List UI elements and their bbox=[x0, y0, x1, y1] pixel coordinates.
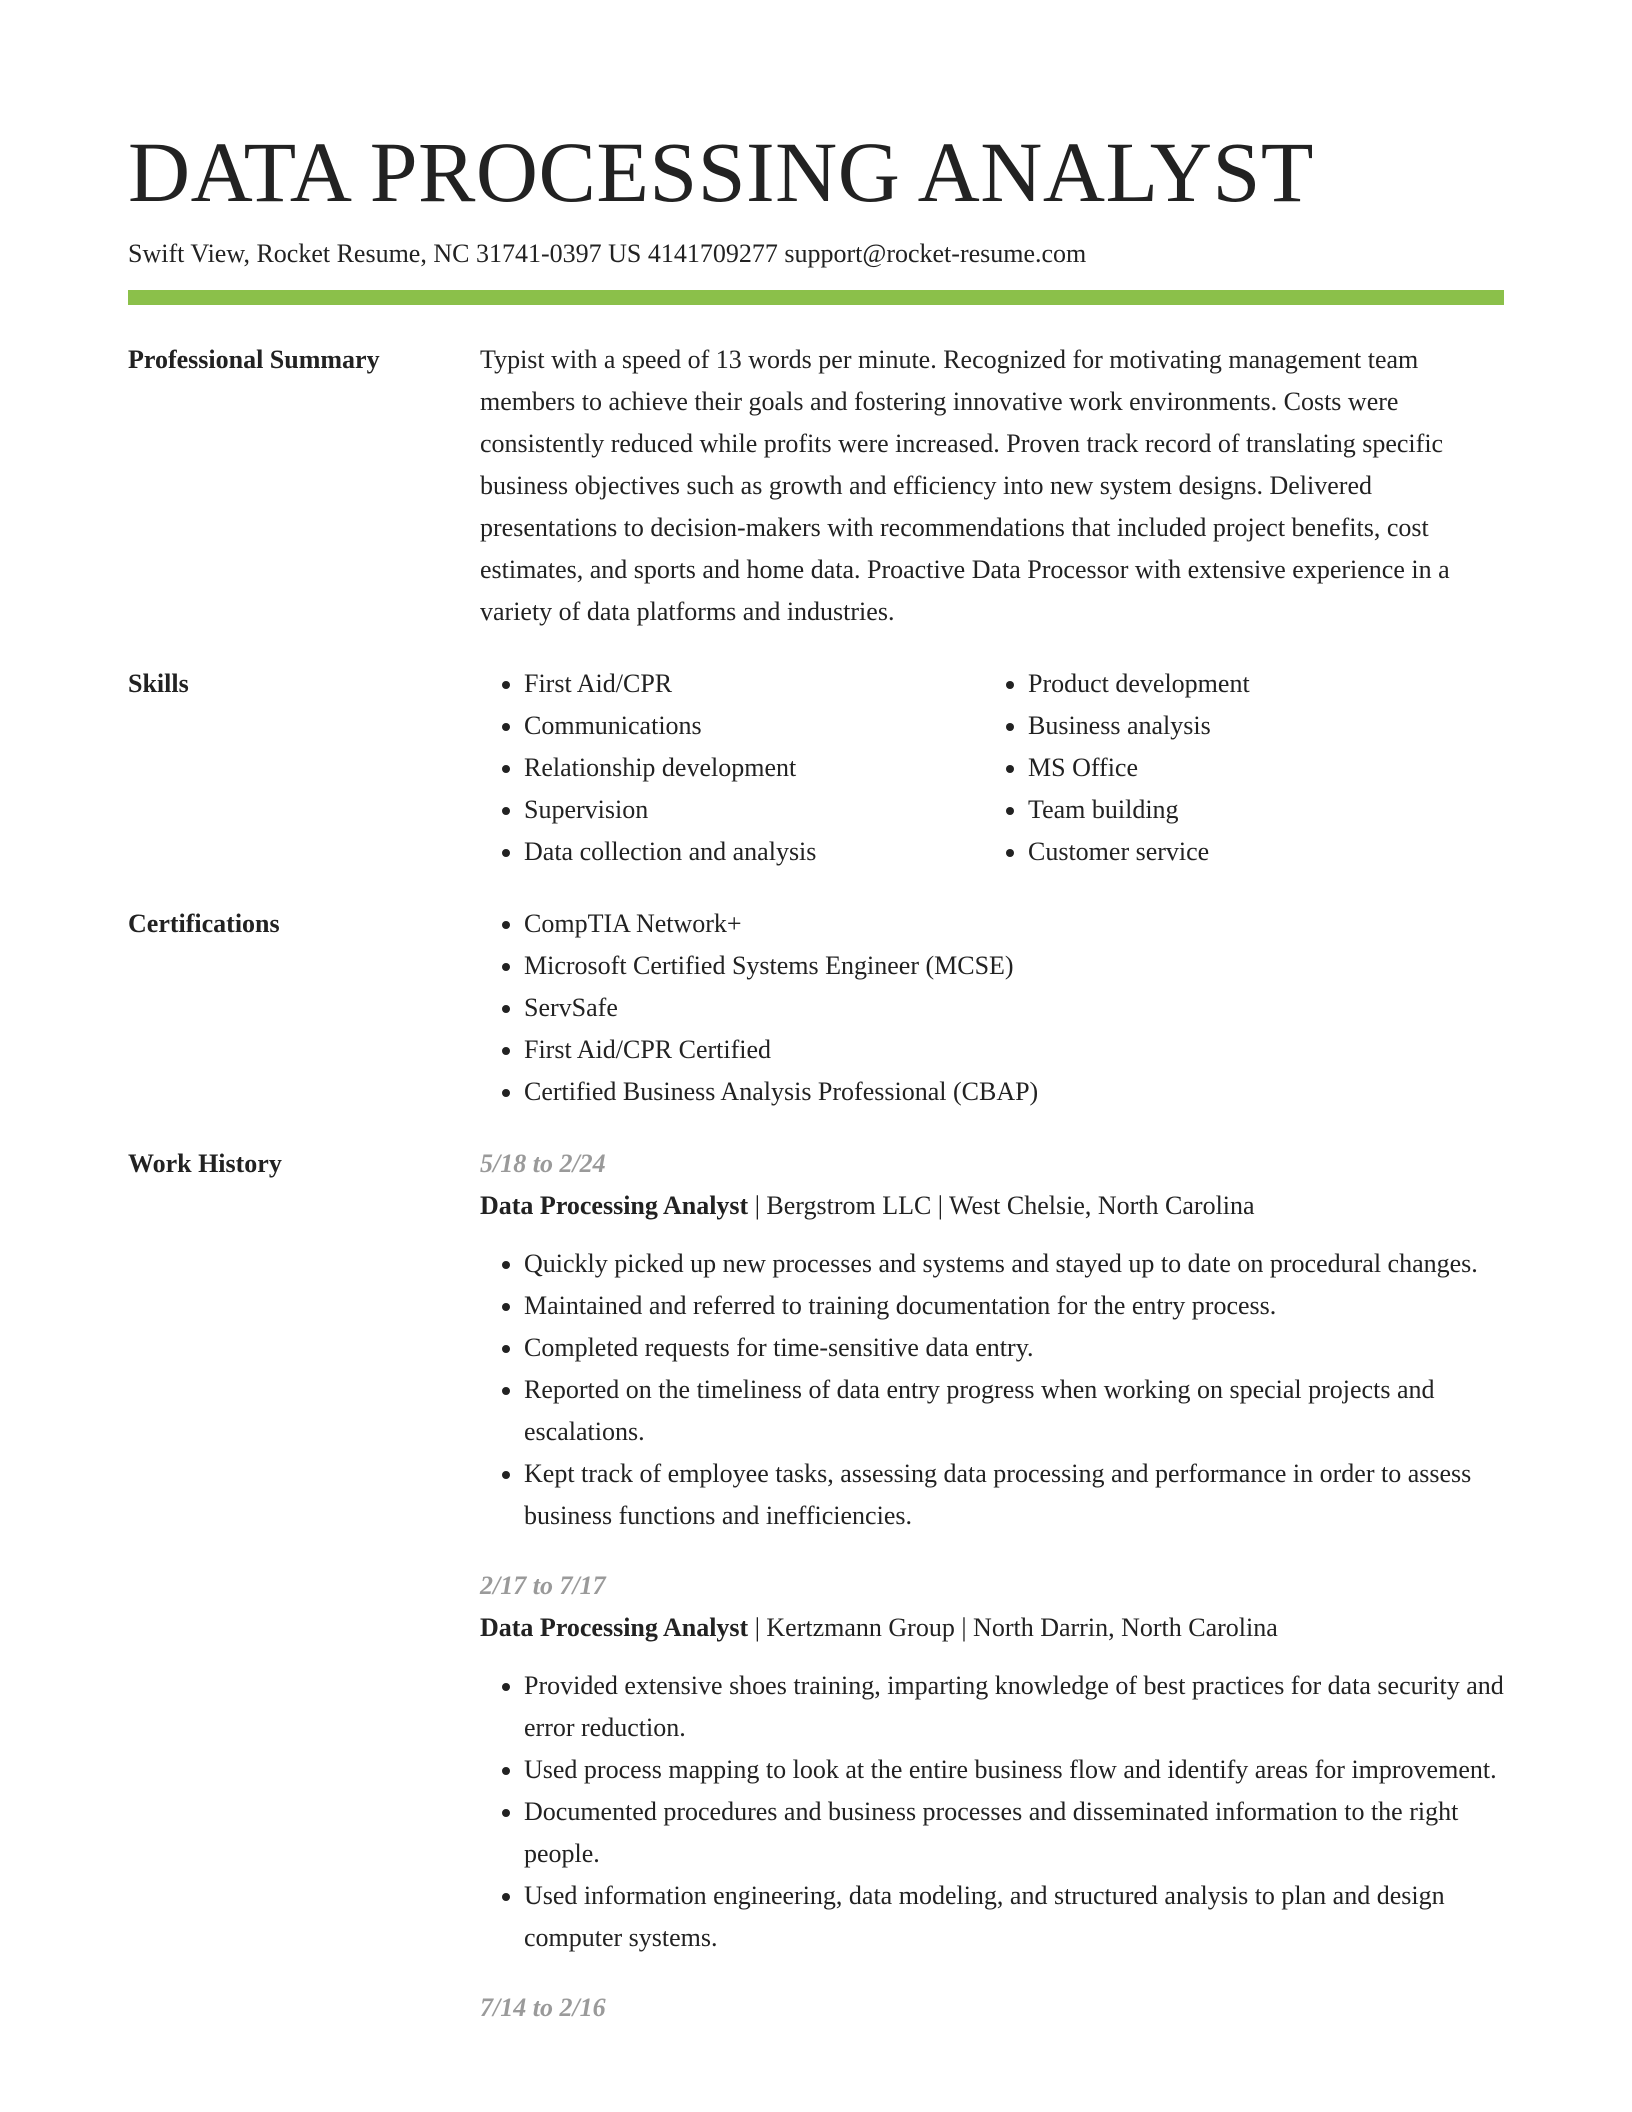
certification-item: • Certified Business Analysis Professional (CBAP) bbox=[524, 1071, 1504, 1113]
contact-line bbox=[128, 238, 1504, 270]
job-bullet: • Completed requests for time-sensitive data entry. bbox=[524, 1327, 1504, 1369]
job-bullets bbox=[480, 1665, 1504, 1959]
skill-item: • Supervision bbox=[524, 789, 984, 831]
skill-item: • Product development bbox=[1028, 663, 1488, 705]
certification-item: • CompTIA Network+ bbox=[524, 903, 1504, 945]
job-entry bbox=[480, 1987, 1504, 2029]
skill-item: • Customer service bbox=[1028, 831, 1488, 873]
job-bullet: • Kept track of employee tasks, assessing data processing and performance in order to assess business functions and inefficiencies. bbox=[524, 1453, 1504, 1537]
contact-phone: 4141709277 bbox=[647, 239, 778, 268]
job-bullet: • Documented procedures and business processes and disseminated information to the right people. bbox=[524, 1791, 1504, 1875]
skills-section bbox=[128, 663, 1504, 873]
skill-item: • Relationship development bbox=[524, 747, 984, 789]
job-dates: 2/17 to 7/17 bbox=[480, 1571, 606, 1600]
skills-heading: Skills bbox=[128, 669, 189, 698]
skill-item: • Business analysis bbox=[1028, 705, 1488, 747]
resume-title: DATA PROCESSING ANALYST bbox=[128, 124, 1314, 220]
job-dates: 5/18 to 2/24 bbox=[480, 1149, 606, 1178]
work-history-heading: Work History bbox=[128, 1149, 282, 1178]
skill-item: • Data collection and analysis bbox=[524, 831, 984, 873]
certifications-heading: Certifications bbox=[128, 909, 280, 938]
summary-text: Typist with a speed of 13 words per minute. Recognized for motivating management team members to achieve their goals and fostering innovative work environments. Costs were consistently reduced while profits were increased. Proven track record of translating specific business objectives such as growth and efficiency into new system designs. Delivered presentations to decision-makers with recommendations that included project benefits, cost estimates, and sports and home data. Proactive Data Processor with extensive experience in a variety of data platforms and industries. bbox=[480, 345, 1450, 626]
skill-item: • Team building bbox=[1028, 789, 1488, 831]
job-title: Data Processing Analyst bbox=[480, 1613, 749, 1642]
summary-section bbox=[128, 339, 1504, 633]
skill-item: • First Aid/CPR bbox=[524, 663, 984, 705]
skill-item: • MS Office bbox=[1028, 747, 1488, 789]
skill-item: • Communications bbox=[524, 705, 984, 747]
resume-page bbox=[128, 0, 1504, 2029]
contact-address: Swift View, Rocket Resume, NC 31741-0397 US bbox=[128, 239, 642, 268]
certification-item: • Microsoft Certified Systems Engineer (MCSE) bbox=[524, 945, 1504, 987]
summary-heading: Professional Summary bbox=[128, 345, 380, 374]
job-heading bbox=[480, 1185, 1504, 1227]
job-bullet: • Used information engineering, data modeling, and structured analysis to plan and design computer systems. bbox=[524, 1875, 1504, 1959]
skills-list-right bbox=[984, 663, 1488, 873]
skills-list-left bbox=[480, 663, 984, 873]
contact-email: support@rocket-resume.com bbox=[784, 239, 1087, 268]
job-heading bbox=[480, 1607, 1504, 1649]
job-bullets bbox=[480, 1243, 1504, 1537]
job-bullet: • Quickly picked up new processes and systems and stayed up to date on procedural changes. bbox=[524, 1243, 1504, 1285]
certifications-list bbox=[480, 903, 1504, 1113]
job-title: Data Processing Analyst bbox=[480, 1191, 749, 1220]
work-history-section bbox=[128, 1143, 1504, 2029]
accent-divider bbox=[128, 290, 1504, 305]
job-bullet: • Reported on the timeliness of data entry progress when working on special projects and escalations. bbox=[524, 1369, 1504, 1453]
job-bullet: • Provided extensive shoes training, imparting knowledge of best practices for data security and error reduction. bbox=[524, 1665, 1504, 1749]
job-bullet: • Used process mapping to look at the entire business flow and identify areas for improvement. bbox=[524, 1749, 1504, 1791]
job-dates: 7/14 to 2/16 bbox=[480, 1993, 606, 2022]
job-details: | Kertzmann Group | North Darrin, North Carolina bbox=[748, 1613, 1278, 1642]
certification-item: • ServSafe bbox=[524, 987, 1504, 1029]
job-details: | Bergstrom LLC | West Chelsie, North Carolina bbox=[748, 1191, 1255, 1220]
job-entry bbox=[480, 1565, 1504, 1959]
certification-item: • First Aid/CPR Certified bbox=[524, 1029, 1504, 1071]
certifications-section bbox=[128, 903, 1504, 1113]
job-bullet: • Maintained and referred to training documentation for the entry process. bbox=[524, 1285, 1504, 1327]
job-entry bbox=[480, 1143, 1504, 1537]
